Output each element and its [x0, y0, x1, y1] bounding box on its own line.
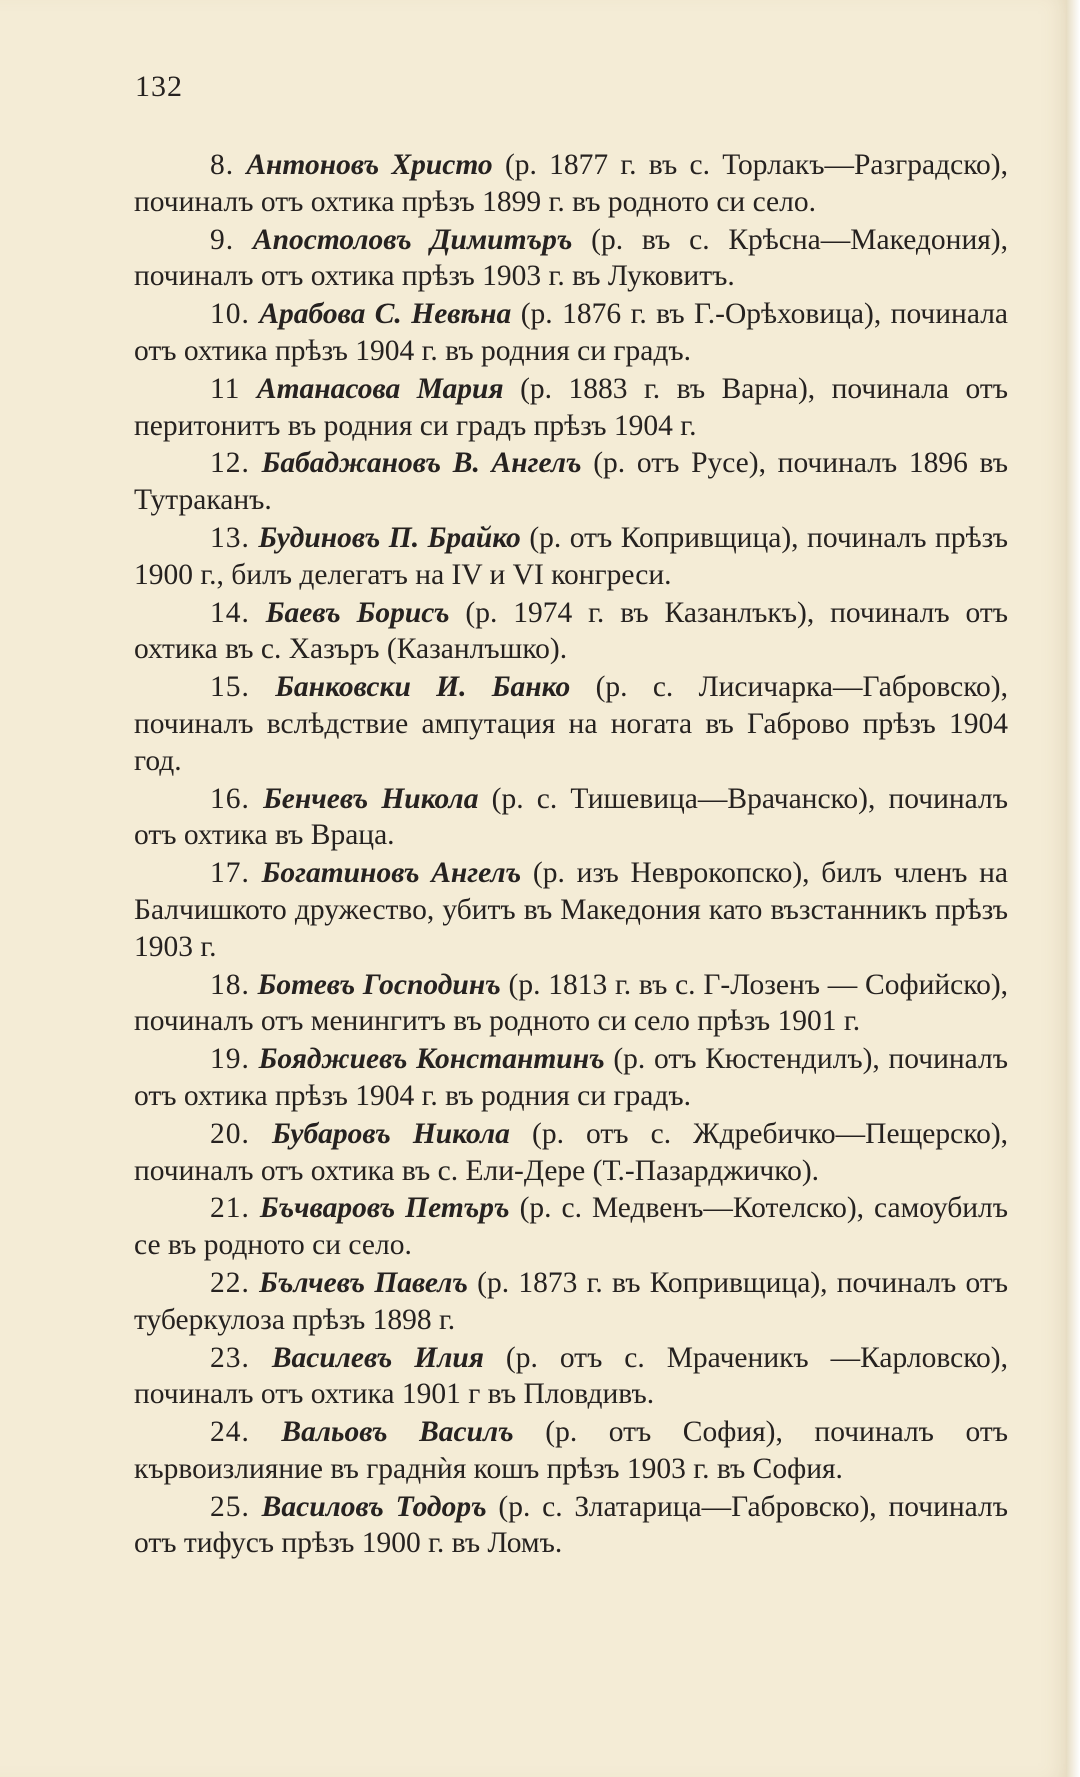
- entry-name: Бабаджановъ В. Ангелъ: [261, 447, 582, 480]
- list-entry: [134, 1116, 1008, 1190]
- entry-number: 14.: [210, 596, 250, 629]
- list-entry: [134, 1414, 1008, 1488]
- entry-text: (р. с. Златарица—Габровско), починалъ отъ тифусъ прѣзъ 1900 г. въ Ломъ.: [134, 1490, 1008, 1560]
- page-number: 132: [135, 70, 183, 103]
- entry-text: (р. изъ Неврокопско), билъ членъ на Балчишкото дружество, убитъ въ Македония като възстанникъ прѣзъ 1903 г.: [134, 857, 1008, 963]
- entry-number: 9.: [210, 223, 235, 256]
- entry-text: (р. въ с. Крѣсна—Македония), починалъ отъ охтика прѣзъ 1903 г. въ Луковитъ.: [134, 223, 1009, 293]
- entry-number: 22.: [210, 1266, 250, 1299]
- entry-text: (р. отъ с. Ждребичко—Пещерско), починалъ отъ охтика въ с. Ели-Дере (Т.-Пазарджичко).: [134, 1117, 1009, 1187]
- entry-text: (р. 1877 г. въ с. Торлакъ—Разградско), починалъ отъ охтика прѣзъ 1899 г. въ родното си село.: [134, 149, 1008, 218]
- entry-number: 12.: [210, 447, 250, 480]
- entry-name: Апостоловъ Димитъръ: [252, 223, 573, 256]
- entry-text: (р. с. Медвенъ—Котелско), самоубилъ се въ родното си село.: [134, 1192, 1009, 1262]
- entry-number: 21.: [210, 1192, 250, 1225]
- list-entry: [134, 1190, 1008, 1264]
- entry-name: Арабова С. Невѣна: [259, 298, 512, 331]
- entry-text: (р. отъ Копривщица), починалъ прѣзъ 1900 г., билъ делегатъ на IV и VI конгреси.: [134, 521, 1009, 591]
- entry-text: (р. отъ Русе), починалъ 1896 въ Тутраканъ.: [134, 447, 1009, 517]
- entry-number: 10.: [210, 298, 250, 331]
- entry-number: 23.: [210, 1341, 250, 1374]
- list-entry: [134, 296, 1008, 370]
- entry-name: Богатиновъ Ангелъ: [261, 857, 522, 890]
- list-entry: [134, 371, 1008, 445]
- list-entry: [134, 967, 1008, 1041]
- page-edge: [1066, 0, 1080, 1777]
- entry-number: 15.: [210, 671, 250, 704]
- entry-number: 16.: [210, 782, 250, 815]
- list-entry: [134, 1489, 1008, 1563]
- list-entry: [134, 595, 1008, 669]
- list-entry: [134, 222, 1008, 296]
- entry-number: 18.: [210, 968, 250, 1001]
- list-entry: [134, 781, 1008, 855]
- entry-name: Будиновъ П. Брайко: [258, 521, 521, 554]
- entry-text: (р. 1873 г. въ Копривщица), починалъ отъ туберкулоза прѣзъ 1898 г.: [134, 1266, 1009, 1336]
- entry-text: (р. отъ с. Мраченикъ —Карловско), починалъ отъ охтика 1901 г въ Пловдивъ.: [134, 1341, 1008, 1411]
- list-entry: [134, 147, 1008, 221]
- entry-name: Атанасова Мария: [256, 372, 504, 405]
- entry-number: 17.: [210, 857, 250, 890]
- obituary-list: [134, 147, 1008, 1563]
- list-entry: [134, 1265, 1008, 1339]
- entry-name: Вальовъ Василъ: [281, 1416, 514, 1449]
- list-entry: [134, 445, 1008, 519]
- entry-name: Ботевъ Господинъ: [257, 968, 501, 1001]
- entry-name: Антоновъ Христо: [246, 149, 493, 181]
- entry-name: Бубаровъ Никола: [271, 1117, 510, 1150]
- entry-name: Бояджиевъ Константинъ: [258, 1043, 605, 1076]
- entry-name: Банковски И. Банко: [275, 671, 571, 704]
- entry-number: 11: [210, 372, 241, 405]
- entry-text: (р. с. Тишевица—Врачанско), починалъ отъ охтика въ Враца.: [134, 782, 1009, 852]
- entry-number: 8.: [210, 149, 235, 181]
- entry-name: Баевъ Борисъ: [265, 596, 450, 629]
- entry-name: Бенчевъ Никола: [263, 782, 479, 815]
- entry-text: (р. 1974 г. въ Казанлъкъ), починалъ отъ охтика въ с. Хазъръ (Казанлъшко).: [134, 596, 1009, 666]
- entry-text: (р. отъ Кюстендилъ), починалъ отъ охтика прѣзъ 1904 г. въ родния си градъ.: [134, 1043, 1009, 1112]
- list-entry: [134, 1041, 1008, 1115]
- entry-number: 25.: [210, 1490, 250, 1523]
- entry-text: (р. 1883 г. въ Варна), починала отъ перитонитъ въ родния си градъ прѣзъ 1904 г.: [134, 372, 1008, 442]
- entry-number: 24.: [210, 1416, 250, 1449]
- entry-text: (р. отъ София), починалъ отъ кървоизлияние въ граднѝя кошъ прѣзъ 1903 г. въ София.: [134, 1416, 1008, 1485]
- entry-number: 13.: [210, 521, 250, 554]
- entry-name: Бълчевъ Павелъ: [259, 1266, 468, 1299]
- entry-number: 19.: [210, 1043, 250, 1076]
- entry-name: Василовъ Тодоръ: [261, 1490, 487, 1523]
- list-entry: [134, 1340, 1008, 1414]
- entry-text: (р. 1813 г. въ с. Г-Лозенъ — Софийско), починалъ отъ менингитъ въ родното си село прѣзъ 1901 г.: [134, 968, 1009, 1038]
- entry-name: Бъчваровъ Петъръ: [259, 1192, 510, 1225]
- entry-text: (р. с. Лисичарка—Габровско), починалъ вслѣдствие ампутация на ногата въ Габрово прѣзъ 1904 год.: [134, 671, 1008, 777]
- entry-name: Василевъ Илия: [271, 1341, 484, 1374]
- list-entry: [134, 669, 1008, 779]
- list-entry: [134, 520, 1008, 594]
- entry-text: (р. 1876 г. въ Г.-Орѣховица), починала отъ охтика прѣзъ 1904 г. въ родния си градъ.: [134, 298, 1009, 367]
- entry-number: 20.: [210, 1117, 250, 1150]
- list-entry: [134, 855, 1008, 965]
